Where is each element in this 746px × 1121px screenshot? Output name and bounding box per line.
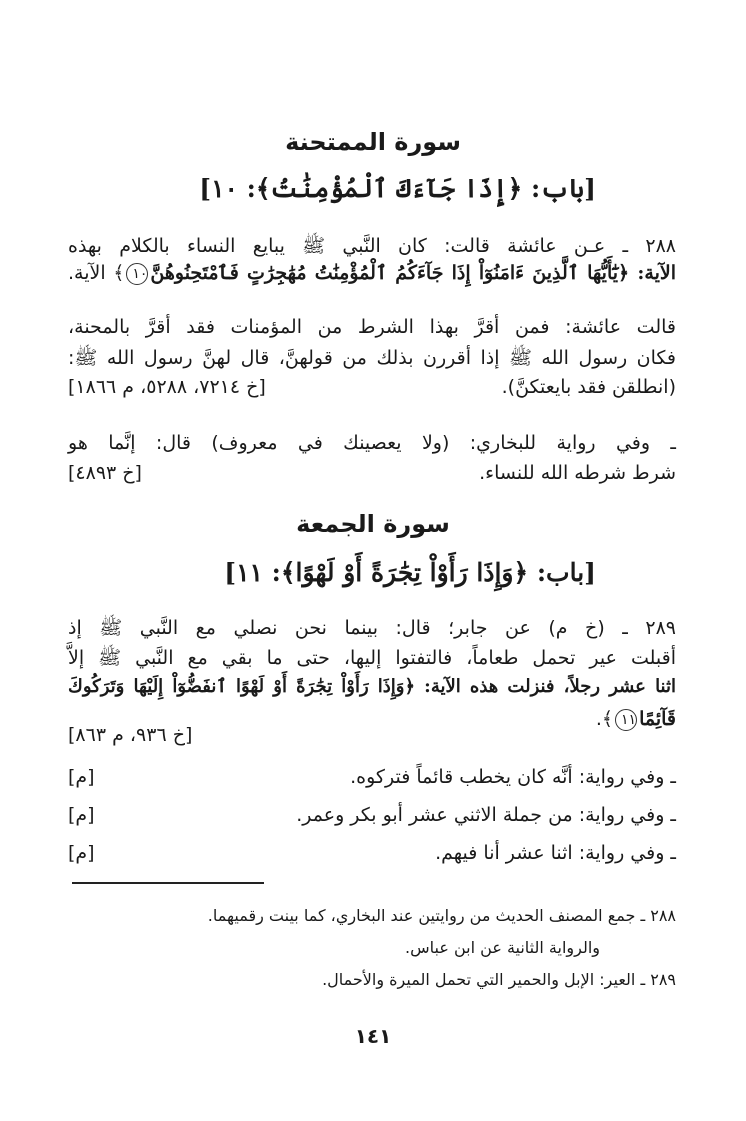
hadith-289-line-3: اثنا عشر رجلاً، فنزلت هذه الآية: ﴿وَإِذَا رَأَوْاْ تِجَٰرَةً أَوْ لَهْوًا ٱنفَضُّوٓاْ إِلَيْهَا وَتَرَكُوكَ <box>68 676 676 697</box>
hadith-288-line-6: ـ وفي رواية للبخاري: (ولا يعصينك في معروف) قال: إنَّما هو <box>68 432 676 454</box>
riwayah-1-ref: [م] <box>68 766 95 788</box>
hadith-289-line-2: أقبلت عير تحمل طعاماً، فالتفتوا إليها، حتى ما بقي مع النَّبي ﷺ إلاَّ <box>68 647 676 669</box>
riwayah-2: ـ وفي رواية: من جملة الاثني عشر أبو بكر وعمر. <box>296 804 676 826</box>
footnote-288-a: ٢٨٨ ـ جمع المصنف الحديث من روايتين عند البخاري، كما بينت رقميهما. <box>207 906 676 925</box>
surah-title-jumuah: سورة الجمعة <box>296 510 450 538</box>
reference-288-b: [خ ٤٨٩٣] <box>68 462 142 484</box>
quran-verse: الآية: ﴿يَٰٓأَيُّهَا ٱلَّذِينَ ءَامَنُوٓاْ إِذَا جَآءَكُمُ ٱلْمُؤْمِنَٰتُ مُهَٰجِرَٰتٍ فَٱمْتَحِنُوهُنَّ <box>150 262 676 284</box>
page-number: ١٤١ <box>354 1024 392 1048</box>
hadith-288-line-3: قالت عائشة: فمن أقرَّ بهذا الشرط من المؤمنات فقد أقرَّ بالمحنة، <box>68 316 676 338</box>
footnote-288-b: والرواية الثانية عن ابن عباس. <box>405 938 600 957</box>
riwayah-2-ref: [م] <box>68 804 95 826</box>
hadith-288-line-7: شرط شرطه الله للنساء. <box>479 462 676 484</box>
reference-288-a: [خ ٧٢١٤، ٥٢٨٨، م ١٨٦٦] <box>68 376 266 398</box>
ayah-number-marker: ١٠ <box>126 263 148 285</box>
ayah-number-marker: ١١ <box>615 709 637 731</box>
bab-heading-1: [باب: ﴿إِذَا جَآءَكَ ٱلْمُؤْمِنَٰتُ﴾: ١٠] <box>199 174 596 203</box>
hadith-288-line-4: فكان رسول الله ﷺ إذا أقررن بذلك من قولهنَّ، قال لهنَّ رسول الله ﷺ: <box>68 347 676 369</box>
quran-verse: قَآئِمًا <box>639 708 676 730</box>
verse-close: ﴾. <box>595 708 614 730</box>
hadith-288-line-5: (انطلقن فقد بايعتكنَّ). <box>501 376 676 398</box>
riwayah-3-ref: [م] <box>68 842 95 864</box>
bab-heading-2: [باب: ﴿وَإِذَا رَأَوْاْ تِجَٰرَةً أَوْ لَهْوًا﴾: ١١] <box>224 558 596 587</box>
hadith-289-line-1: ٢٨٩ ـ (خ م) عن جابر؛ قال: بينما نحن نصلي مع النَّبي ﷺ إذ <box>68 617 676 639</box>
footnote-divider <box>72 882 264 884</box>
hadith-288-line-1: ٢٨٨ ـ عـن عائشة قالت: كان النَّبي ﷺ يبايع النساء بالكلام بهذه <box>68 235 676 257</box>
reference-289-a: [خ ٩٣٦، م ٨٦٣] <box>68 724 193 746</box>
footnote-289: ٢٨٩ ـ العير: الإبل والحمير التي تحمل الميرة والأحمال. <box>322 970 676 989</box>
riwayah-1: ـ وفي رواية: أنَّه كان يخطب قائماً فتركوه. <box>350 766 676 788</box>
riwayah-3: ـ وفي رواية: اثنا عشر أنا فيهم. <box>435 842 676 864</box>
surah-title-mumtahanah: سورة الممتحنة <box>285 128 461 156</box>
hadith-289-line-4 <box>400 708 676 731</box>
hadith-288-line-2 <box>68 262 676 285</box>
verse-close: ﴾ الآية. <box>68 262 125 284</box>
